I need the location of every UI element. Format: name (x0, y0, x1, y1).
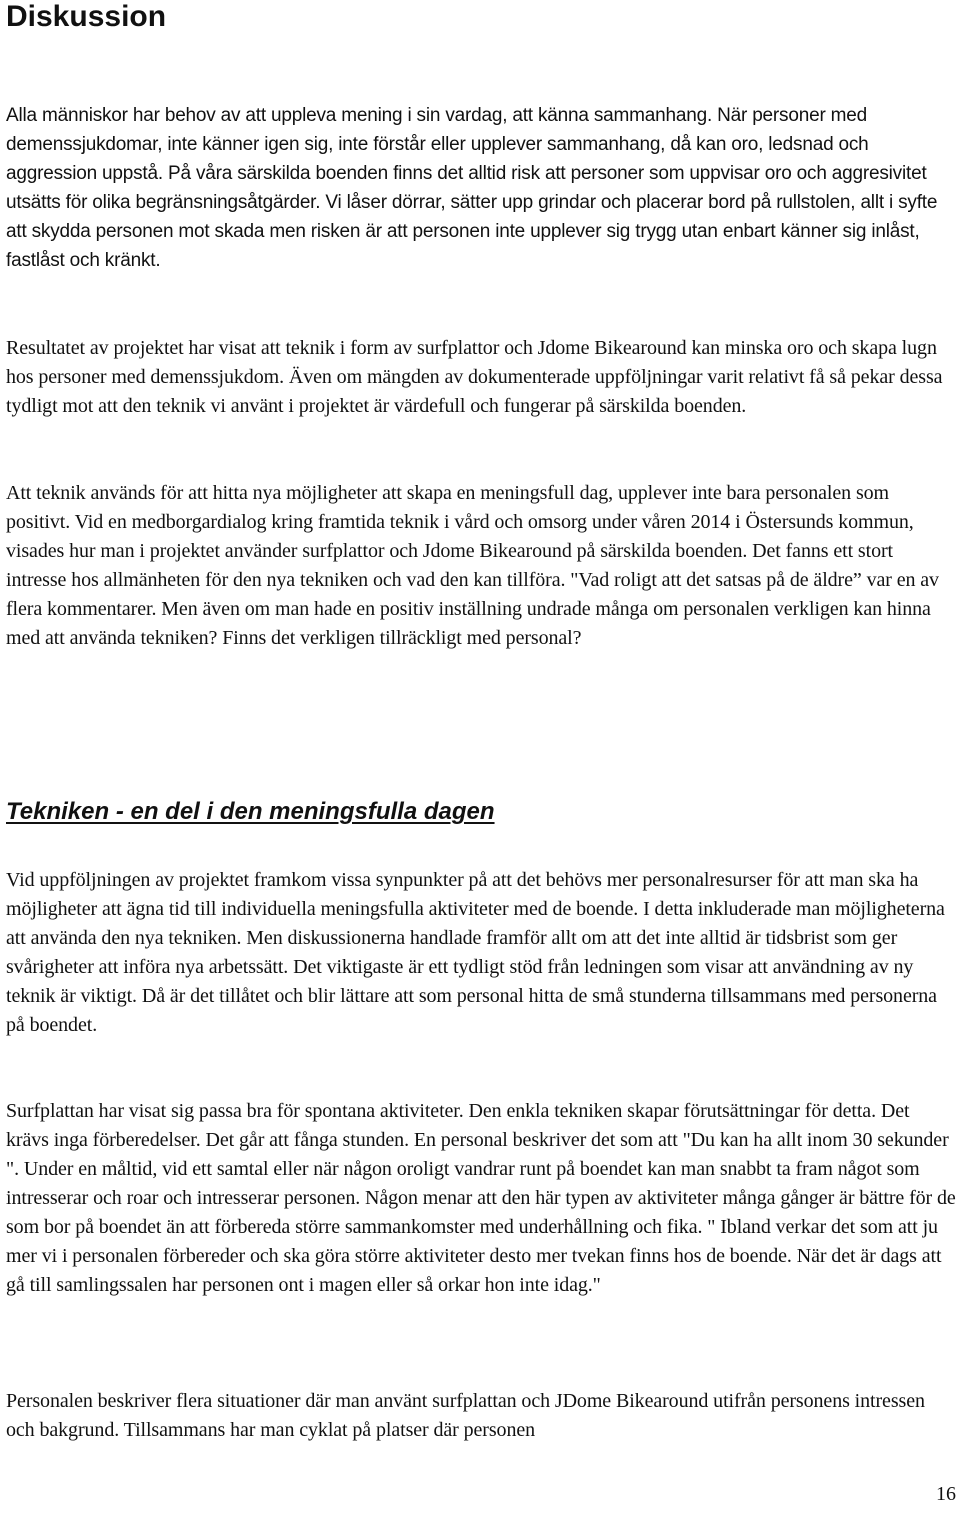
section-heading: Diskussion (6, 0, 167, 33)
paragraph-followup: Vid uppföljningen av projektet framkom vissa synpunkter på att det behövs mer personalresurser för att man ska ha möjligheter att ägna tid till individuella meningsfulla aktiviteter med de boende. I detta inkluderade man möjligheterna att använda den nya tekniken. Men diskussionerna handlade framför allt om att det inte alltid är tidsbrist som ger svårigheter att införa nya arbetssätt. Det viktigaste är ett tydligt stöd från ledningen som visar att användning av ny teknik är viktigt. Då är det tillåtet och blir lättare att som personal hitta de små stunderna tillsammans med personerna på boendet. (6, 869, 945, 1036)
paragraph-tablet: Surfplattan har visat sig passa bra för spontana aktiviteter. Den enkla tekniken skapar förutsättningar för detta. Det krävs inga förberedelser. Det går att fånga stunden. En personal beskriver det som att "Du kan ha allt inom 30 sekunder ". Under en måltid, vid ett samtal eller när någon oroligt vandrar runt på boendet kan man snabbt ta fram något som intresserar och roar och intresserar personen. Någon menar att den här typen av aktiviteter många gånger är bättre för de som bor på boendet än att förbereda större sammankomster med underhållning och fika. " Ibland verkar det som att ju mer vi i personalen förbereder och ska göra större aktiviteter desto mer tvekan finns hos de boende. När det är dags att gå till samlingssalen har personen ont i magen eller så orkar hon inte idag." (6, 1100, 956, 1296)
paragraph-dialogue: Att teknik används för att hitta nya möjligheter att skapa en meningsfull dag, upplever inte bara personalen som positivt. Vid en medborgardialog kring framtida teknik i vård och omsorg under våren 2014 i Östersunds kommun, visades hur man i projektet använder surfplattor och Jdome Bikearound på särskilda boenden. Det fanns ett stort intresse hos allmänheten för den nya tekniken och vad den kan tillföra. "Vad roligt att det satsas på de äldre” var en av flera kommentarer. Men även om man hade en positiv inställning undrade många om personalen verkligen kan hinna med att använda tekniken? Finns det verkligen tillräckligt med personal? (6, 482, 939, 649)
paragraph-intro: Alla människor har behov av att uppleva mening i sin vardag, att känna sammanhang. När personer med demenssjukdomar, inte känner igen sig, inte förstår eller upplever sammanhang, då kan oro, ledsnad och aggression uppstå. På våra särskilda boenden finns det alltid risk att personer som uppvisar oro och aggresivitet utsätts för olika begränsningsåtgärder. Vi låser dörrar, sätter upp grindar och placerar bord på rullstolen, allt i syfte att skydda personen mot skada men risken är att personen inte upplever sig trygg utan enbart känner sig inlåst, fastlåst och kränkt. (6, 105, 938, 271)
subsection-heading: Tekniken - en del i den meningsfulla dagen (6, 798, 495, 825)
paragraph-results: Resultatet av projektet har visat att teknik i form av surfplattor och Jdome Bikearound kan minska oro och skapa lugn hos personer med demenssjukdom. Även om mängden av dokumenterade uppföljningar varit relativt få så pekar dessa tydligt mot att den teknik vi använt i projektet är värdefull och fungerar på särskilda boenden. (6, 337, 943, 417)
page-number: 16 (936, 1483, 956, 1505)
paragraph-situations: Personalen beskriver flera situationer där man använt surfplattan och JDome Bikearound utifrån personens intressen och bakgrund. Tillsammans har man cyklat på platser där personen (6, 1390, 925, 1441)
